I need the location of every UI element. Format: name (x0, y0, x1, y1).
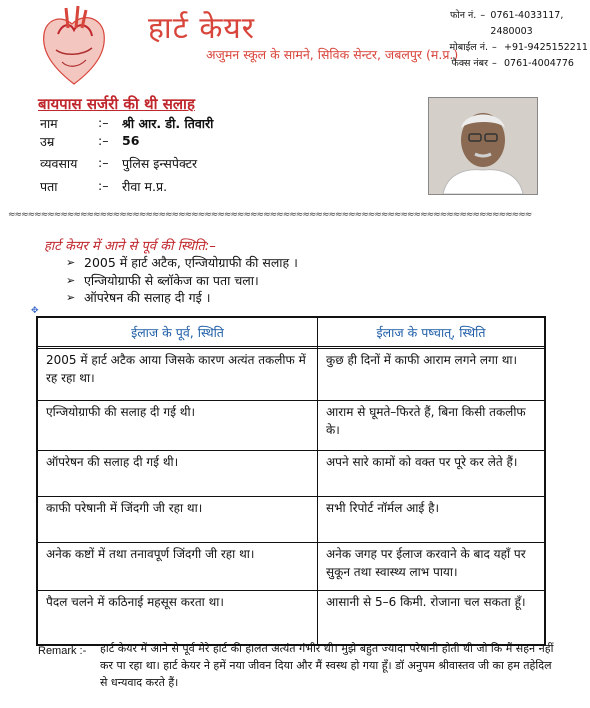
before-heading: हार्ट केयर में आने से पूर्व की स्थिति:– (44, 239, 216, 254)
profile-separator: :– (98, 115, 109, 130)
profile-address-row (40, 178, 400, 196)
table-cell-before: 2005 में हार्ट अटैक आया जिसके कारण अत्यंत तकलीफ में रह रहा था। (46, 353, 306, 385)
contact-mobile: मोबाईल नं. – +91-9425152211 (414, 40, 590, 56)
profile-label: व्यवसाय (40, 156, 78, 171)
comparison-table (36, 316, 546, 646)
table-cell-after: आराम से घूमते–फिरते हैं, बिना किसी तकलीफ के। (326, 405, 526, 437)
profile-name-row (40, 115, 400, 133)
table-cell-after: अनेक जगह पर ईलाज करवाने के बाद यहाँ पर सुकून तथा स्वास्थ्य लाभ पाया। (326, 547, 526, 579)
contact-value: 0761-4004776 (504, 58, 574, 69)
contact-phone: फोन नं. – 0761-4033117, 2480003 (414, 8, 590, 40)
remark-text: हार्ट केयर में आने से पूर्व मेरे हार्ट की हालत अत्यंत गंभीर थी। मुझे बहुत ज्यादा परेषानी होती थी जो कि मैं सहन नहीं कर पा रहा था। हार्ट केयर ने हमें नया जीवन दिया और मैं स्वस्थ हो गया हूँ। डॉ अनुपम श्रीवास्तव जी का हम तहेदिल से धन्यवाद करते हैं। (100, 642, 554, 689)
profile-occupation-row (40, 155, 400, 173)
remark-label: Remark :- (38, 645, 87, 657)
section-divider: ≈≈≈≈≈≈≈≈≈≈≈≈≈≈≈≈≈≈≈≈≈≈≈≈≈≈≈≈≈≈≈≈≈≈≈≈≈≈≈≈≈≈≈≈≈≈≈≈≈≈≈≈≈≈≈≈≈≈≈≈≈≈≈≈≈≈≈≈≈≈≈≈≈≈≈≈≈≈≈≈ (8, 210, 532, 220)
table-cell-before: एन्जियोग्राफी की सलाह दी गई थी। (46, 405, 196, 419)
profile-separator: :– (98, 155, 109, 170)
before-bullet-list (66, 254, 298, 307)
contact-fax: फैक्स नंबर – 0761-4004776 (414, 56, 590, 72)
table-cell-after: आसानी से 5–6 किमी. रोजाना चल सकता हूँ। (326, 595, 526, 609)
table-cell-after: कुछ ही दिनों में काफी आराम लगने लगा था। (326, 353, 518, 367)
list-item: ➢ 2005 में हार्ट अटैक, एन्जियोग्राफी की सलाह । (66, 255, 298, 270)
brand-title: हार्ट केयर (148, 11, 256, 46)
profile-value: पुलिस इन्सपेक्टर (122, 156, 198, 171)
list-item: ➢ एन्जियोग्राफी से ब्लॉकेज का पता चला। (66, 272, 259, 288)
profile-value: रीवा म.प्र. (122, 179, 168, 194)
contact-label: फैक्स नंबर (451, 58, 488, 69)
brand-address: अजुमन स्कूल के सामने, सिविक सेन्टर, जबलपुर (म.प्र.) (206, 47, 459, 62)
profile-separator: :– (98, 178, 109, 193)
table-cell-after: सभी रिपोर्ट नॉर्मल आई है। (326, 501, 440, 515)
arrow-bullet-icon: ➢ (66, 256, 76, 269)
arrow-bullet-icon: ➢ (66, 273, 76, 287)
profile-separator: :– (98, 133, 109, 148)
table-cell-before: पैदल चलने में कठिनाई महसूस करता था। (46, 595, 224, 609)
profile-label: उम्र (40, 134, 55, 149)
table-cell-before: अनेक कष्टों में तथा तनावपूर्ण जिंदगी जी रहा था। (46, 547, 255, 561)
table-cell-before: काफी परेषानी में जिंदगी जी रहा था। (46, 501, 203, 515)
contact-value: +91-9425152211 (504, 42, 588, 53)
profile-label: पता (40, 179, 58, 194)
patient-photo (428, 97, 538, 195)
profile-label: नाम (40, 116, 58, 131)
profile-value: श्री आर. डी. तिवारी (122, 116, 214, 131)
table-header-after: ईलाज के पष्चात्, स्थिति (376, 325, 486, 340)
table-header-before: ईलाज के पूर्व, स्थिति (131, 325, 224, 340)
contact-label: फोन नं. (449, 10, 477, 21)
arrow-bullet-icon: ➢ (66, 291, 76, 304)
table-cell-before: ऑपरेषन की सलाह दी गई थी। (46, 455, 179, 469)
profile-age-row (40, 133, 400, 151)
contact-block (414, 8, 590, 72)
table-move-handle-icon[interactable]: ✥ (31, 306, 39, 316)
profile-value: 56 (122, 133, 140, 148)
contact-label: मोबाईल नं. (449, 42, 488, 53)
table-cell-after: अपने सारे कामों को वक्त पर पूरे कर लेते हैं। (326, 455, 518, 469)
contact-value: 0761-4033117, 2480003 (490, 10, 564, 37)
list-item: ➢ ऑपरेषन की सलाह दी गई । (66, 290, 211, 305)
page-title: बायपास सर्जरी की थी सलाह (38, 95, 195, 113)
heart-logo-icon (38, 4, 110, 90)
